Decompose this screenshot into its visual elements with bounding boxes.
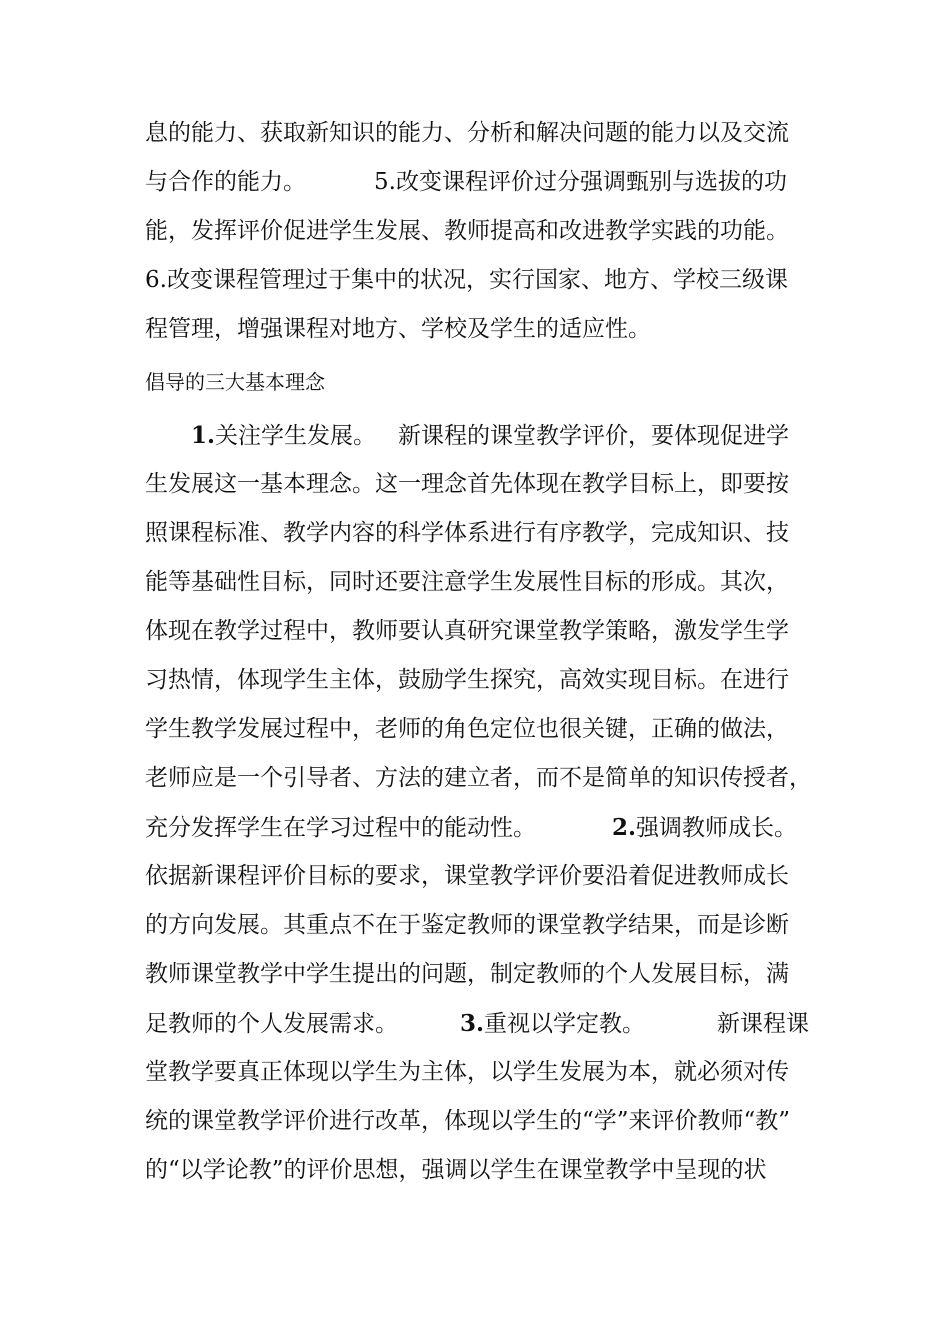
item-number: 1. bbox=[191, 422, 216, 449]
text-line: 堂教学要真正体现以学生为主体，以学生发展为本，就必须对传 bbox=[145, 1059, 789, 1085]
text-line: 的方向发展。其重点不在于鉴定教师的课堂教学结果，而是诊断 bbox=[145, 912, 789, 938]
text-line: 体现在教学过程中，教师要认真研究课堂教学策略，激发学生学 bbox=[145, 618, 789, 644]
text-segment: 充分发挥学生在学习过程中的能动性。 bbox=[145, 815, 536, 841]
text-line bbox=[145, 999, 812, 1048]
text-segment: 新课程的课堂教学评价，要体现促进学 bbox=[398, 423, 790, 449]
text-line: 息的能力、获取新知识的能力、分析和解决问题的能力以及交流 bbox=[145, 120, 789, 146]
paragraph-reform-goals bbox=[145, 109, 789, 354]
item-title: 关注学生发展。 bbox=[215, 423, 377, 449]
text-segment: 足教师的个人发展需求。 bbox=[145, 1011, 398, 1037]
text-line: 能等基础性目标，同时还要注意学生发展性目标的形成。其次， bbox=[145, 569, 789, 595]
text-line: 生发展这一基本理念。这一理念首先体现在教学目标上，即要按 bbox=[145, 471, 789, 497]
text-line: 的“以学论教”的评价思想，强调以学生在课堂教学中呈现的状 bbox=[145, 1157, 767, 1183]
text-line: 依据新课程评价目标的要求，课堂教学评价要沿着促进教师成长 bbox=[145, 863, 789, 889]
text-line: 教师课堂教学中学生提出的问题，制定教师的个人发展目标，满 bbox=[145, 961, 789, 987]
item-number: 2. bbox=[612, 814, 637, 841]
item-title: 重视以学定教。 bbox=[484, 1011, 646, 1037]
text-line: 学生教学发展过程中，老师的角色定位也很关键，正确的做法， bbox=[145, 716, 789, 742]
text-line: 程管理，增强课程对地方、学校及学生的适应性。 bbox=[145, 316, 651, 342]
text-segment: 与合作的能力。 bbox=[145, 169, 306, 195]
text-line bbox=[145, 411, 812, 460]
text-segment: 新课程课 bbox=[717, 1011, 810, 1037]
text-line: 习热情，体现学生主体，鼓励学生探究，高效实现目标。在进行 bbox=[145, 667, 789, 693]
text-segment: 5.改变课程评价过分强调甄别与选拔的功 bbox=[374, 169, 787, 195]
item-title: 强调教师成长。 bbox=[636, 815, 798, 841]
text-line: 照课程标准、教学内容的科学体系进行有序教学，完成知识、技 bbox=[145, 520, 789, 546]
text-line bbox=[145, 803, 812, 852]
paragraph-three-concepts bbox=[145, 411, 812, 1195]
text-line bbox=[145, 158, 789, 207]
text-line: 统的课堂教学评价进行改革，体现以学生的“学”来评价教师“教” bbox=[145, 1108, 791, 1134]
text-line: 能，发挥评价促进学生发展、教师提高和改进教学实践的功能。 bbox=[145, 218, 789, 244]
item-number: 3. bbox=[460, 1010, 485, 1037]
section-heading: 倡导的三大基本理念 bbox=[145, 370, 325, 394]
text-line: 6.改变课程管理过于集中的状况，实行国家、地方、学校三级课 bbox=[145, 267, 788, 293]
text-line: 老师应是一个引导者、方法的建立者，而不是简单的知识传授者， bbox=[145, 765, 812, 791]
